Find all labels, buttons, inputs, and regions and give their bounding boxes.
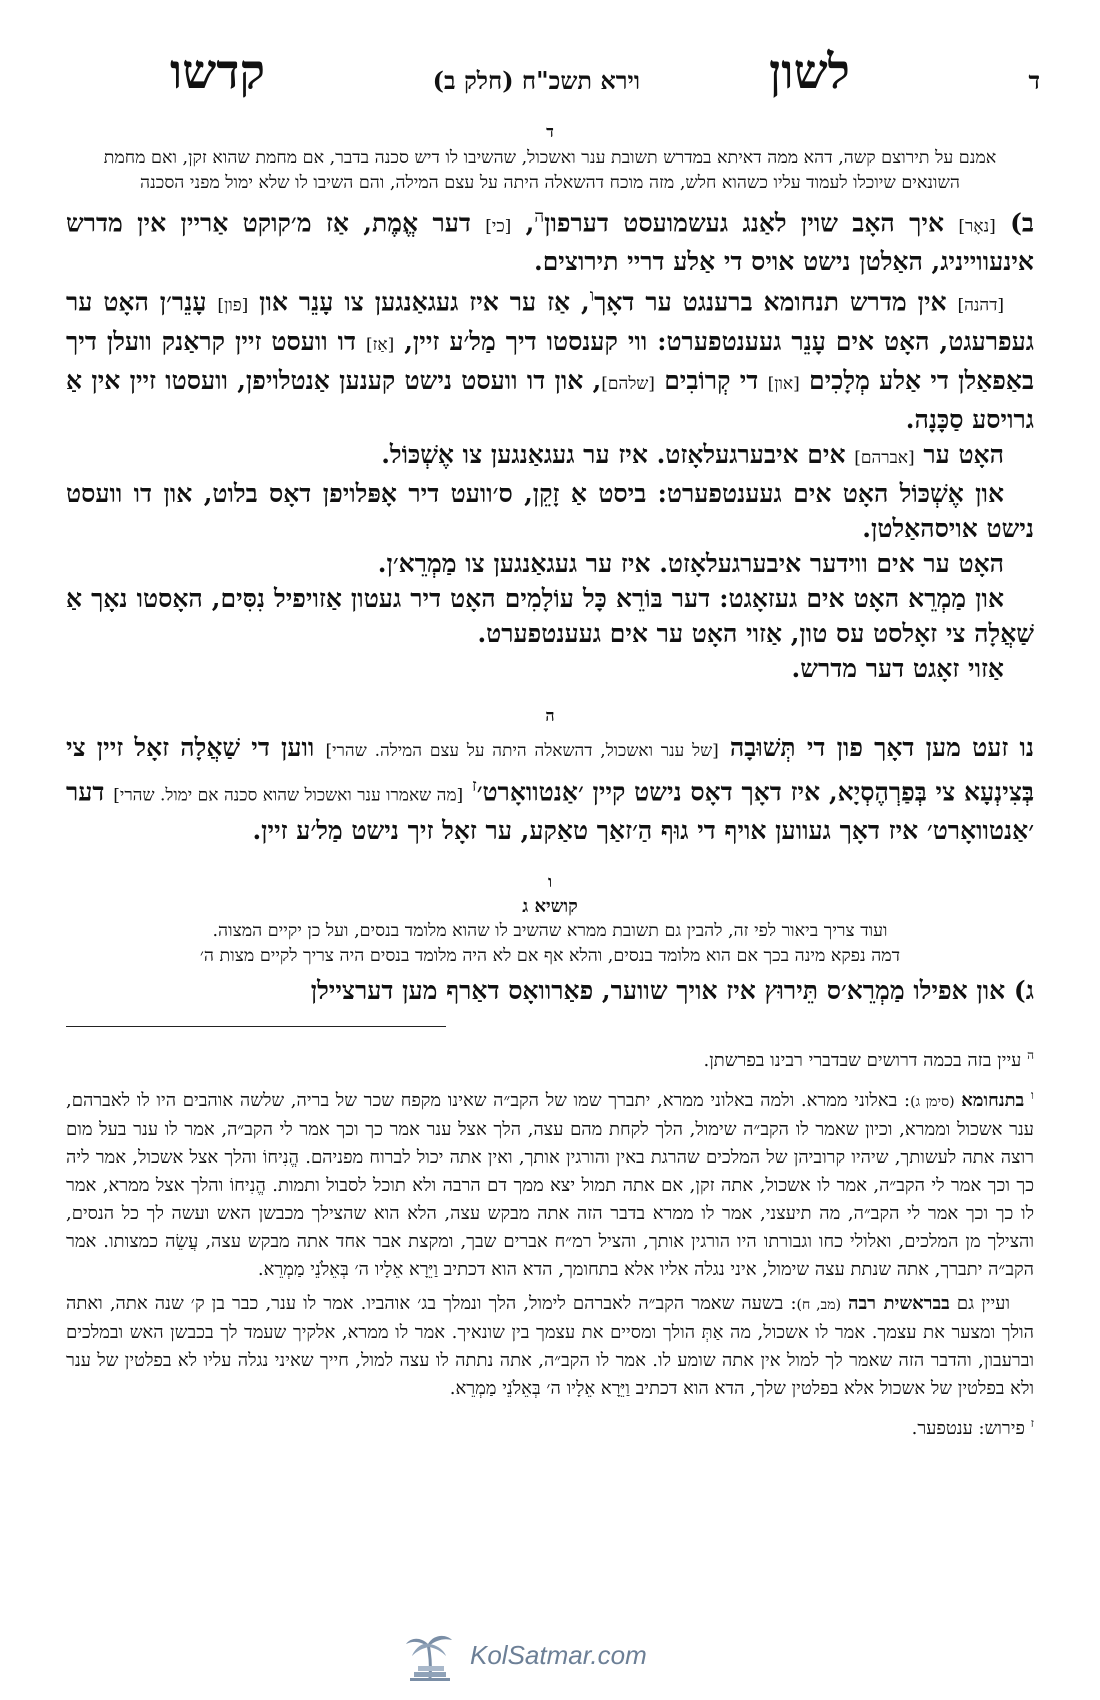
- section-summary-f-1: ועוד צריך ביאור לפי זה, להבין גם תשובת ממרא שהשיב לו שהוא מלומד בנסים, ועל כן יקיים המצוה.: [212, 920, 888, 941]
- footnote-divider: [66, 1026, 446, 1027]
- question-title: קושיא ג: [522, 895, 578, 917]
- footnote-3: $^ז$ פירוש: ענטפער.: [911, 1415, 1034, 1439]
- page-number: ד: [1028, 66, 1040, 95]
- footnote-ref: ז: [471, 775, 477, 796]
- section-summary-d: אמנם על תירוצם קשה, דהא ממה דאיתא במדרש תשובת ענר ואשכול, שהשיבו לו דיש סכנה בדבר, אם מחמת שהוא זקן, ואם מחמת השונאים שיוכלו לעמוד עליו כשהוא חלש, מזה מוכח דהשאלה היתה על עצם המילה, והם השיבו לו שלא ימול מפני הסכנה: [103, 148, 997, 193]
- section-summary-f-2: דמה נפקא מינה בכך אם הוא מלומד בנסים, והלא אף אם לא היה מלומד בנסים היה צריך לקיים מצות ה׳: [199, 945, 901, 966]
- section-marker-d: ד: [546, 122, 554, 141]
- paragraph-teshuva: נו זעט מען דאָך פון די תְּשׁוּבָה [של ענר ואשכול, דהשאלה היתה על עצם המילה. שהרי] ווען די שַׁאֲלָה זאָל זיין צי בְּצִינְעָא צי בְּפַרְהֶסְיָא, איז דאָך דאָס נישט קיין ׳אַנטוואָרט׳$^ז$ [מה שאמרו ענר ואשכול שהוא סכנה אם ימול. שהרי] דער ׳אַנטוואָרט׳ איז דאָך געווען אויף די גוּף הַ׳זאַך טאַקע, ער זאָל זיך נישט מַל׳ע זיין.: [66, 732, 1035, 845]
- main-content: [66, 122, 1034, 1449]
- paragraph-mamre-intro: האָט ער אים ווידער איבערגעלאָזט. איז ער געגאַנגען צו מַמְרֵא׳ן.: [377, 548, 1004, 578]
- section-marker-f: ו: [547, 871, 553, 891]
- title-word-2: קדשו: [170, 44, 266, 100]
- footnote-ref: ה: [534, 207, 545, 227]
- page-header: [60, 44, 1040, 114]
- paragraph-mamre-answer: און מַמְרֵא האָט אים געזאָגט: דער בּוֹרֵא כָּל עוֹלָמִים האָט דיר געטון אַזויפיל נִסִּים, האָסטו נאָך אַ שַׁאֲלָה צי זאָלסט עס טון, אַזוי האָט ער אים געענטפערט.: [66, 583, 1034, 648]
- parsha-title: וירא תשכ"ח (חלק ב): [432, 66, 640, 95]
- footnote-2-continued: ועיין גם בבראשית רבה (מב, ח): בשעה שאמר הקב״ה לאברהם לימול, הלך ונמלך בג׳ אוהביו. אמר לו ענר, כבר בן ק׳ שנה אתה, ואתה הולך ומצער את עצמך. אמר לו אשכול, מה אַתְּ הולך ומסיים את עצמך בין שונאיך. אמר לו ממרא, אלקיך שעמד לך בכבשן האש ובמלכים וברעבון, והדבר הזה שאמר לך למול אין אתה שומע לו. אמר לו הקב״ה, אתה נתתה לו עצה למול, חייך שאיני נגלה עליו לא בפלטין של ענר ולא בפלטין של אשכול אלא בפלטין שלך, הדא הוא דכתיב וַיֵּרָא אֵלָיו ה׳ בְּאֵלֹנֵי מַמְרֵא.: [66, 1292, 1034, 1399]
- paragraph-eshkol-answer: און אֶשְׁכּוֹל האָט אים געענטפערט: ביסט אַ זָקֵן, ס׳וועט דיר אָפּלויפן דאָס בלוט, און דו וועסט נישט אויסהאַלטן.: [66, 478, 1034, 543]
- paragraph-midrash-close: אַזוי זאָגט דער מדרש.: [791, 653, 1004, 683]
- paragraph-tanchuma: [דהנה] אין מדרש תנחומא ברענגט ער דאָך$^ו$, אַז ער איז געגאַנגען צו עָנֵר און [פון] עָנֵר׳ן האָט ער געפרעגט, האָט אים עָנֵר געענטפערט: ווי קענסטו דיך מַל׳ע זיין, [אַז] דו וועסט זיין קראַנק וועלן דיך באַפאַלן די אַלע מְלָכִים [און] די קְרוֹבִים [שלהם], און דו וועסט נישט קענען אַנטלויפן, וועסטו זיין אין אַ גרויסע סַכָּנָה.: [66, 286, 1035, 434]
- kolsatmar-logo[interactable]: [400, 1628, 700, 1684]
- logo-text: KolSatmar.com: [470, 1640, 647, 1670]
- footnote-2: $^ו$ בתנחומא (סימן ג): באלוני ממרא. ולמה באלוני ממרא, יתברך שמו של הקב״ה שאינו מקפח שכר של בריה, שלשה אוהבים היו לו לאברהם, ענר אשכול וממרא, וכיון שאמר לו הקב״ה שימול, הלך לקחת מהם עצה, הלך אצל ענר אמר כך וכך אמר לי הקב״ה, אמר לו ענר בעל מום רוצה אתה לעשותך, שיהיו קרוביהן של המלכים שהרגת באין והורגין אותך, ואין אתה יכול לברוח מפניהם. הֱנִיחוֹ והלך אצל אשכול, אמר ליה כך וכך אמר לי הקב״ה, אמר לו אשכול, אתה זקן, אם אתה תמול יצא ממך דם הרבה ולא תוכל לסבול ותמות. הֱנִיחוֹ והלך אצל ממרא, אמר לו כך וכך אמר לי הקב״ה, מה תיעצני, אמר לו ממרא בדבר הזה אתה מבקש עצה, הלא הוא שהצילך מכבשן האש ועשה לך כל הנסים, והצילך מן המלכים, ואלולי כחו וגבורתו היו הורגין אותך, והציל רמ״ח אברים שבך, ומקצת אבר אחד אתה מבקש עצה, עֲשֵׂה כמצותו. אמר הקב״ה יתברך, אתה שנתת עצה שימול, איני נגלה אליו אלא בתחומך, הדא הוא דכתיב וַיֵּרָא אֵלָיו ה׳ בְּאֵלֹנֵי מַמְרֵא.: [66, 1087, 1034, 1280]
- title-word-1: לשון: [769, 44, 850, 100]
- footnote-1: $^ה$ עיין בזה בכמה דרושים שבדברי רבינו בפרשתן.: [703, 1047, 1034, 1071]
- palm-tree-books-icon: [400, 1628, 460, 1684]
- paragraph-g: ג) און אפילו מַמְרֵא׳ס תֵּירוּץ איז אויך שווער, פאַרוואָס דאַרף מען דערציילן: [310, 975, 1034, 1005]
- section-marker-e: ה: [545, 705, 555, 725]
- paragraph-eshkol-intro: האָט ער [אברהם] אים איבערגעלאָזט. איז ער געגאַנגען צו אֶשְׁכּוֹל.: [381, 439, 1004, 469]
- paragraph-b: ב) [נאָר] איך האָב שוין לאַנג געשמועסט דערפון$^ה$, [כי] דער אֱמֶת, אַז מ׳קוקט אַריין אין מדרש אינעווייניג, האַלטן נישט אויס די אַלע דריי תירוצים.: [66, 207, 1034, 277]
- footnote-ref: ו: [589, 286, 595, 307]
